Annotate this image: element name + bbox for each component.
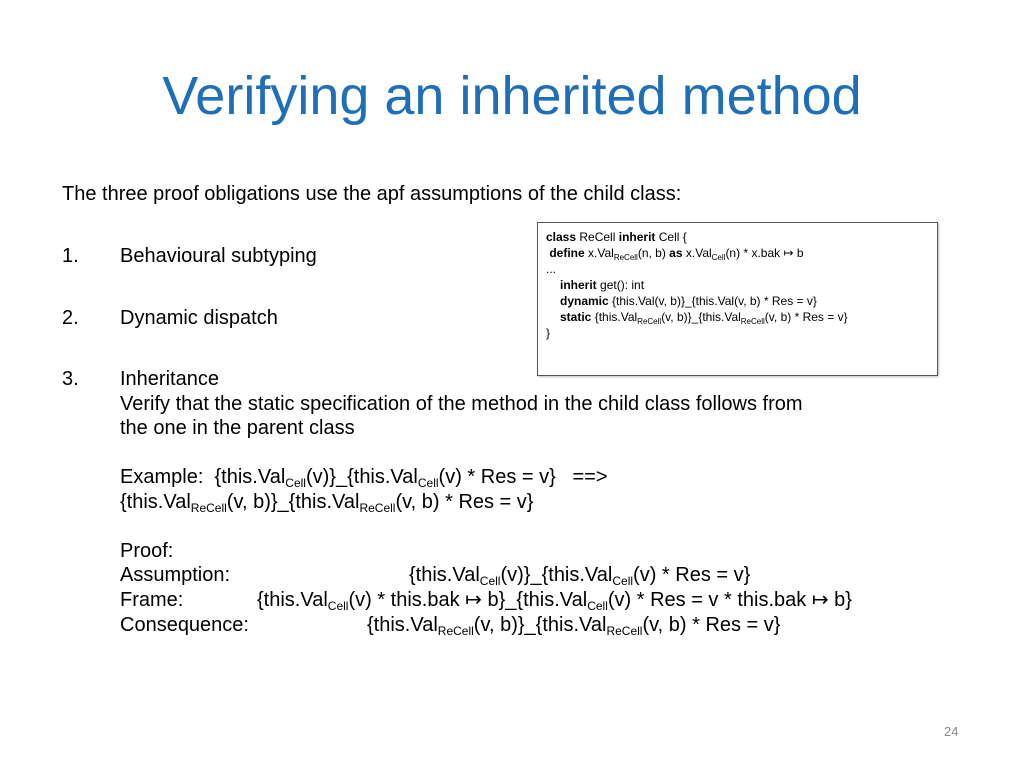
slide-title: Verifying an inherited method bbox=[162, 66, 862, 126]
frame-label: Frame: bbox=[120, 589, 184, 611]
item-dynamic-dispatch: Dynamic dispatch bbox=[120, 307, 278, 329]
example-label: Example: bbox=[120, 466, 204, 488]
item-behavioural-subtyping: Behavioural subtyping bbox=[120, 245, 317, 267]
code-line-ellipsis: ... bbox=[546, 262, 557, 276]
item-number-2: 2. bbox=[62, 307, 79, 329]
item-number-3: 3. bbox=[62, 368, 79, 390]
intro-text: The three proof obligations use the apf assumptions of the child class: bbox=[62, 183, 682, 205]
assumption-label: Assumption: bbox=[120, 564, 231, 586]
page-number: 24 bbox=[944, 724, 959, 739]
consequence-formula: {this.Val$_{ReCell}$(v, b)}_{this.Val$_{ReCell}$(v, b) * Res = v} bbox=[367, 614, 781, 638]
code-box bbox=[537, 222, 938, 376]
code-line-inherit: inherit get(): int bbox=[560, 278, 645, 292]
assumption-formula: {this.Val$_{Cell}$(v)}_{this.Val$_{Cell}$(v) * Res = v} bbox=[409, 564, 751, 588]
item-number-1: 1. bbox=[62, 245, 79, 267]
proof-label: Proof: bbox=[120, 540, 174, 562]
inheritance-description-line1: Verify that the static specification of the method in the child class follows from bbox=[120, 393, 803, 415]
consequence-label: Consequence: bbox=[120, 614, 249, 636]
example-line2: {this.Val$_{ReCell}$(v, b)}_{this.Val$_{ReCell}$(v, b) * Res = v} bbox=[120, 491, 534, 515]
example-line1: Example: {this.Val$_{Cell}$(v)}_{this.Val$_{Cell}$(v) * Res = v} ==> bbox=[120, 466, 608, 490]
item-inheritance: Inheritance bbox=[120, 368, 219, 390]
code-line-dynamic: dynamic {this.Val(v, b)}_{this.Val(v, b) * Res = v} bbox=[560, 294, 817, 308]
inheritance-description-line2: the one in the parent class bbox=[120, 417, 355, 439]
code-line-define: define x.Val$_{ReCell}$(n, b) as x.Val$_{Cell}$(n) * x.bak ↦ b bbox=[549, 246, 804, 262]
code-line-close: } bbox=[546, 326, 551, 340]
frame-formula: {this.Val$_{Cell}$(v) * this.bak ↦ b}_{this.Val$_{Cell}$(v) * Res = v * this.bak ↦ b} bbox=[257, 589, 852, 613]
code-line-class: class ReCell inherit Cell { bbox=[546, 230, 687, 244]
code-line-static: static {this.Val$_{ReCell}$(v, b)}_{this.Val$_{ReCell}$(v, b) * Res = v} bbox=[560, 310, 848, 326]
